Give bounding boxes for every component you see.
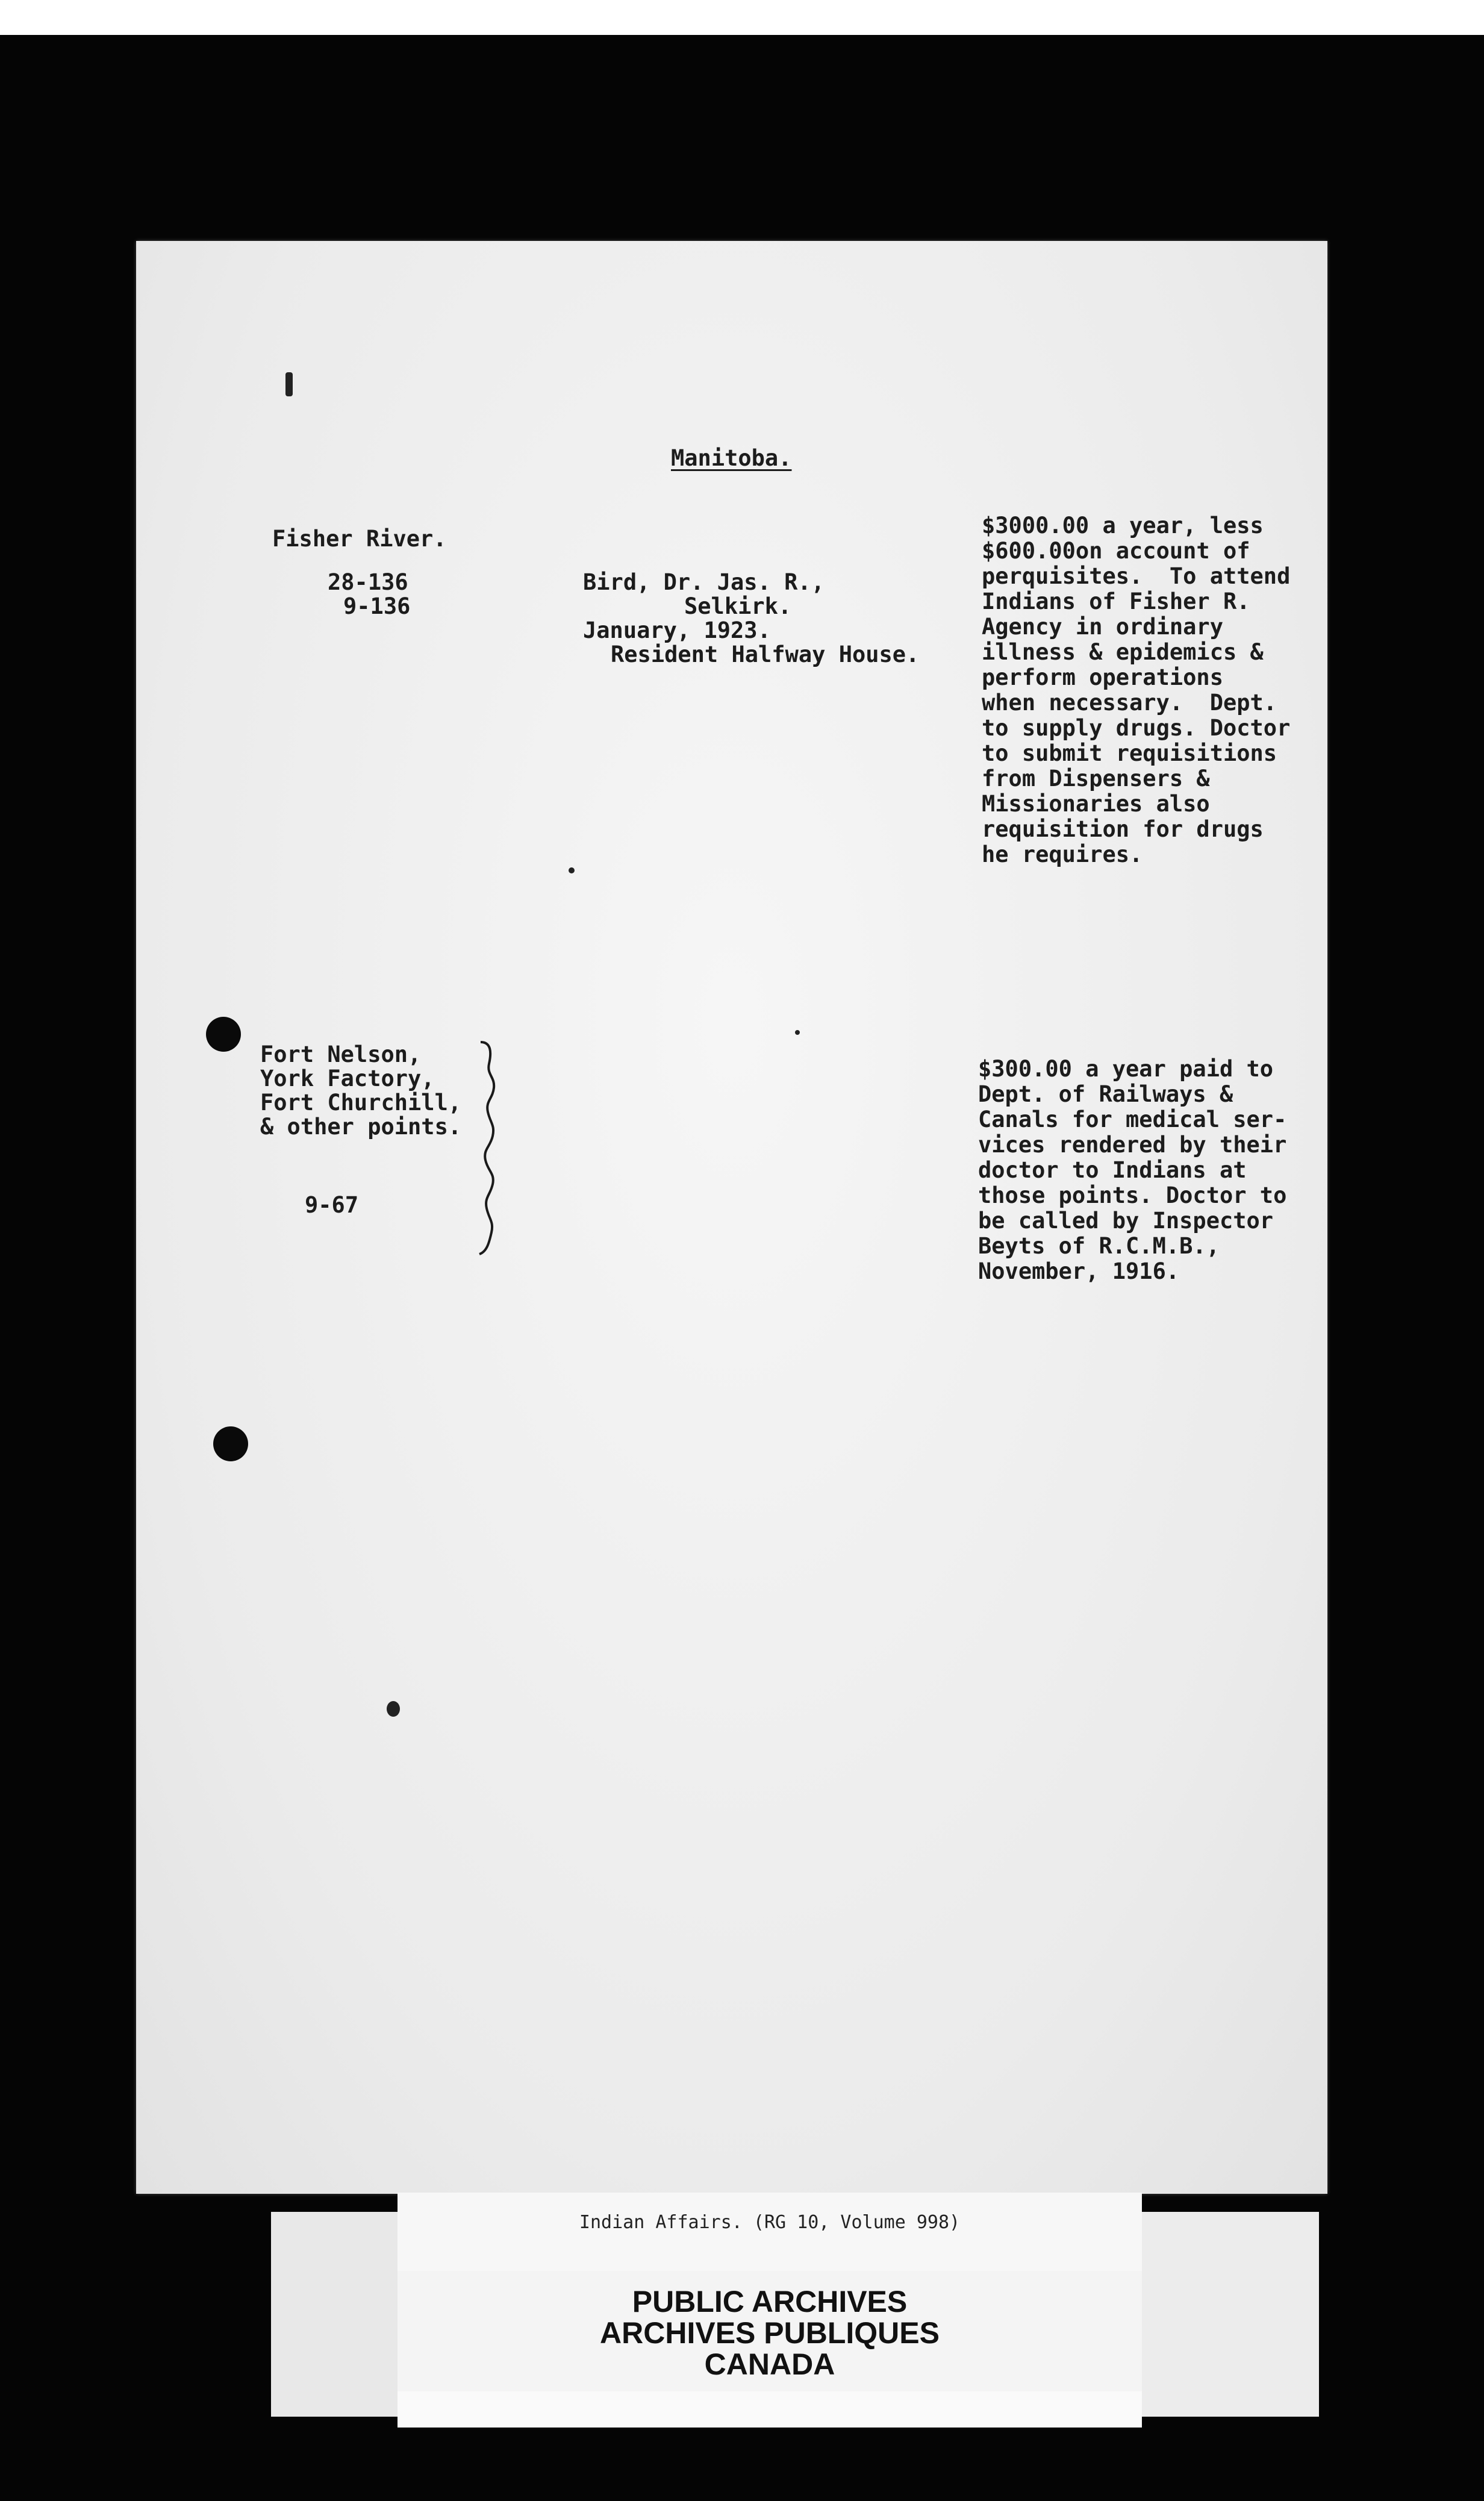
punch-hole xyxy=(206,1017,241,1052)
film-top-edge xyxy=(0,0,1484,35)
terms-line: from Dispensers & xyxy=(982,766,1210,792)
archive-stamp xyxy=(398,2286,1142,2380)
terms-line: Dept. of Railways & xyxy=(978,1081,1233,1107)
archive-stamp-line: CANADA xyxy=(704,2347,835,2381)
terms-line: he requires. xyxy=(982,841,1143,867)
terms-line: to supply drugs. Doctor xyxy=(982,715,1291,741)
punch-hole xyxy=(213,1426,248,1461)
archive-label-edge xyxy=(1132,2212,1319,2417)
terms-line: Missionaries also xyxy=(982,791,1210,817)
ink-mark xyxy=(387,1701,400,1717)
archive-label-edge xyxy=(271,2212,404,2417)
terms-line: requisition for drugs xyxy=(982,816,1264,842)
ink-mark xyxy=(795,1030,800,1035)
file-reference: 9-67 xyxy=(305,1192,359,1218)
terms-line: Canals for medical ser- xyxy=(978,1107,1287,1132)
entry-location: & other points. xyxy=(260,1114,462,1140)
terms-line: illness & epidemics & xyxy=(982,639,1264,665)
terms-line: Beyts of R.C.M.B., xyxy=(978,1233,1220,1259)
terms-line: those points. Doctor to xyxy=(978,1182,1287,1208)
terms-line: be called by Inspector xyxy=(978,1208,1274,1234)
terms-line: November, 1916. xyxy=(978,1258,1180,1284)
physician-line: Bird, Dr. Jas. R., xyxy=(583,569,825,595)
terms-line: to submit requisitions xyxy=(982,740,1277,766)
terms-line: vices rendered by their xyxy=(978,1132,1287,1158)
terms-line: perquisites. To attend xyxy=(982,563,1291,589)
ink-mark xyxy=(569,867,575,873)
entry-location: Fort Churchill, xyxy=(260,1090,462,1116)
page-heading: Manitoba. xyxy=(671,445,792,471)
physician-line: January, 1923. xyxy=(583,617,771,643)
file-reference: 9-136 xyxy=(343,593,411,619)
terms-line: when necessary. Dept. xyxy=(982,690,1277,716)
archive-stamp-line: PUBLIC ARCHIVES xyxy=(632,2285,908,2318)
entry-location: Fort Nelson, xyxy=(260,1041,422,1067)
archive-label-bottom xyxy=(398,2391,1142,2428)
terms-line: Agency in ordinary xyxy=(982,614,1223,640)
terms-line: Indians of Fisher R. xyxy=(982,589,1250,614)
curly-brace xyxy=(476,1040,500,1257)
physician-line: Resident Halfway House. xyxy=(611,642,920,667)
archive-stamp-line: ARCHIVES PUBLIQUES xyxy=(600,2316,940,2350)
entry-location: Fisher River. xyxy=(272,526,447,552)
terms-line: $600.00on account of xyxy=(982,538,1250,564)
ink-mark xyxy=(285,372,293,396)
entry-location: York Factory, xyxy=(260,1066,435,1091)
terms-line: $300.00 a year paid to xyxy=(978,1056,1274,1082)
terms-line: $3000.00 a year, less xyxy=(982,513,1264,539)
document-page xyxy=(136,241,1327,2194)
terms-line: perform operations xyxy=(982,664,1223,690)
terms-line: doctor to Indians at xyxy=(978,1157,1247,1183)
physician-line: Selkirk. xyxy=(684,593,792,619)
archive-reference: Indian Affairs. (RG 10, Volume 998) xyxy=(579,2212,961,2233)
file-reference: 28-136 xyxy=(328,569,408,595)
